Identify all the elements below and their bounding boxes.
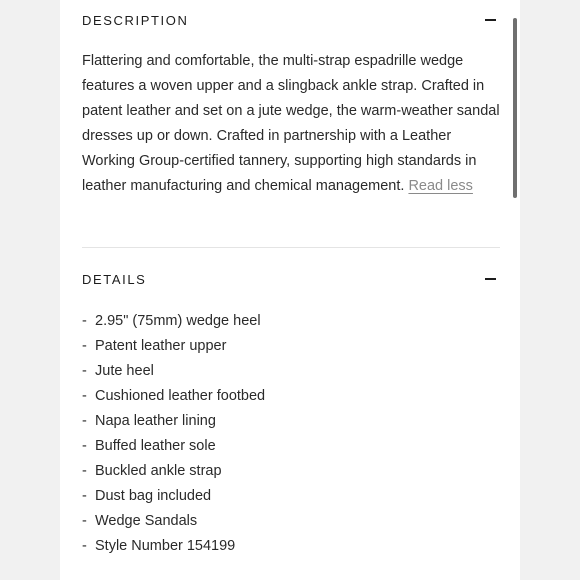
section-divider bbox=[82, 247, 500, 248]
detail-text: Style Number 154199 bbox=[95, 538, 236, 554]
bullet-dash: - bbox=[82, 538, 87, 554]
bullet-dash: - bbox=[82, 413, 87, 429]
bullet-dash: - bbox=[82, 463, 87, 479]
list-item bbox=[82, 359, 265, 384]
details-header[interactable] bbox=[82, 269, 500, 289]
details-list bbox=[82, 309, 265, 559]
bullet-dash: - bbox=[82, 338, 87, 354]
detail-text: Napa leather lining bbox=[95, 413, 216, 429]
description-body bbox=[82, 49, 502, 199]
list-item bbox=[82, 309, 265, 334]
detail-text: Buckled ankle strap bbox=[95, 463, 222, 479]
bullet-dash: - bbox=[82, 513, 87, 529]
list-item bbox=[82, 409, 265, 434]
bullet-dash: - bbox=[82, 388, 87, 404]
description-title: DESCRIPTION bbox=[82, 12, 189, 28]
list-item bbox=[82, 459, 265, 484]
list-item bbox=[82, 534, 265, 559]
read-less-link[interactable]: Read less bbox=[408, 178, 473, 194]
list-item bbox=[82, 484, 265, 509]
detail-text: 2.95" (75mm) wedge heel bbox=[95, 313, 261, 329]
detail-text: Dust bag included bbox=[95, 488, 212, 504]
list-item bbox=[82, 334, 265, 359]
detail-text: Jute heel bbox=[95, 363, 154, 379]
detail-text: Buffed leather sole bbox=[95, 438, 216, 454]
bullet-dash: - bbox=[82, 488, 87, 504]
list-item bbox=[82, 434, 265, 459]
bullet-dash: - bbox=[82, 313, 87, 329]
detail-text: Wedge Sandals bbox=[95, 513, 198, 529]
scrollbar-thumb[interactable] bbox=[513, 18, 517, 198]
description-header[interactable] bbox=[82, 10, 500, 30]
list-item bbox=[82, 384, 265, 409]
details-title: DETAILS bbox=[82, 271, 147, 287]
description-text: Flattering and comfortable, the multi-strap espadrille wedge features a woven upper and a slingback ankle strap. Crafted in patent leather and set on a jute wedge, the warm-weather sandal dresses up or down. Crafted in partnership with a Leather Working Group-certified tannery, supporting high standards in leather manufacturing and chemical management. bbox=[82, 53, 500, 194]
bullet-dash: - bbox=[82, 438, 87, 454]
detail-text: Patent leather upper bbox=[95, 338, 227, 354]
list-item bbox=[82, 509, 265, 534]
bullet-dash: - bbox=[82, 363, 87, 379]
minus-icon[interactable] bbox=[485, 19, 496, 21]
minus-icon[interactable] bbox=[485, 278, 496, 280]
detail-text: Cushioned leather footbed bbox=[95, 388, 266, 404]
